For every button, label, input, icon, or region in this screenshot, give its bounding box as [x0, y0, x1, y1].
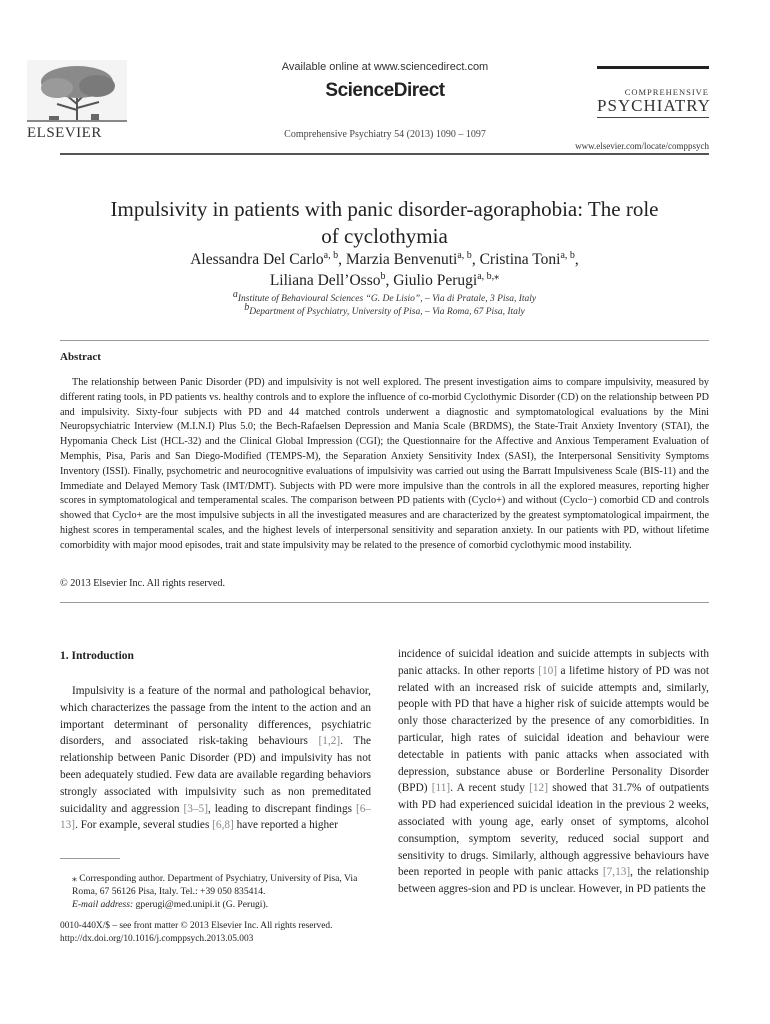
author-affil[interactable]: b: [380, 270, 386, 282]
affil-text: Institute of Behavioural Sciences “G. De Lisio”, – Via di Pratale, 3 Pisa, Italy: [237, 294, 537, 304]
body-text: showed that 31.7% of outpatients with PD had experienced suicidal ideation in the previous 2 weeks, associated with young age, early onset of symptoms, alcohol consumption, symptom severity, reduced social support and sensitivity to drugs. Similarly, although aggressive behaviours have been reported in people with panic attacks: [398, 782, 709, 879]
title-line-2: of cyclothymia: [321, 224, 448, 248]
title-line-1: Impulsivity in patients with panic disorder-agoraphobia: The role: [110, 197, 659, 221]
intro-left-column: [60, 683, 371, 834]
abstract-bottom-divider: [60, 602, 709, 603]
footnote-author: ⁎ Corresponding author. Department of Psychiatry, University of Pisa, Via Roma, 67 56126 Pisa, Italy. Tel.: +39 050 835414.: [72, 873, 358, 897]
journal-logo-top: COMPREHENSIVE: [624, 87, 709, 97]
body-text: . A recent study: [450, 782, 530, 795]
citation-link[interactable]: [7,13]: [602, 866, 631, 879]
publisher-name: ELSEVIER: [27, 125, 102, 141]
journal-logo-rule: [597, 66, 709, 69]
body-text: have reported a higher: [233, 819, 338, 832]
section-heading-introduction: 1. Introduction: [60, 650, 134, 662]
author-name[interactable]: Liliana Dell’Osso: [269, 272, 381, 289]
body-text: . The relationship between Panic Disorder (PD) and impulsivity has not been adequately studied. Few data are available regarding behaviors strongly associated with impulsivity such as non premeditated suicidality and aggression: [60, 735, 371, 815]
affil-marker: a: [232, 288, 238, 300]
author-list: [60, 249, 709, 291]
body-text: a lifetime history of PD was not related with an increased risk of suicide attempts and, similarly, people with PD that have a higher risk of suicide attempts would be only those characterized by the presence of any comorbidities. In particular, high rates of suicidal ideation and behaviour were detectable in patients with panic attacks when associated with depression, substance abuse or Borderline Personality Disorder (BPD): [398, 664, 709, 795]
author-name[interactable]: Giulio Perugi: [393, 272, 478, 289]
citation-link[interactable]: [3–5]: [183, 802, 208, 815]
body-text: , leading to discrepant findings: [207, 802, 356, 815]
journal-reference: Comprehensive Psychiatry 54 (2013) 1090 – 1097: [284, 129, 486, 140]
author-name[interactable]: Alessandra Del Carlo: [190, 251, 324, 268]
email-label: E-mail address:: [72, 899, 134, 910]
citation-link[interactable]: [6,8]: [212, 819, 234, 832]
author-sep: ,: [385, 272, 394, 289]
affiliation-b: [60, 301, 709, 319]
authors-line-2: [60, 270, 709, 291]
body-text: , the relationship between aggres-sion and PD is unclear. However, in PD patients the: [398, 866, 709, 896]
author-sep: ,: [471, 251, 480, 268]
citation-link[interactable]: [12]: [529, 782, 548, 795]
citation-link[interactable]: [1,2]: [318, 735, 341, 748]
issn-block: [60, 920, 380, 945]
journal-logo-main: PSYCHIATRY: [597, 96, 711, 115]
authors-line-1: [60, 249, 709, 270]
journal-url-link[interactable]: www.elsevier.com/locate/comppsych: [575, 141, 709, 151]
body-text: incidence of suicidal ideation and suicide attempts in subjects with panic attacks. In other reports: [398, 648, 709, 677]
abstract-copyright: © 2013 Elsevier Inc. All rights reserved.: [60, 578, 226, 589]
affiliation-a: [60, 288, 709, 306]
citation-link[interactable]: [10]: [538, 664, 558, 677]
citation-link[interactable]: [11]: [431, 782, 451, 795]
body-text: Impulsivity is a feature of the normal and pathological behavior, which characterizes the passage from the intent to the action and an important determinant of personality differences, psychiatric disorders, and associated risk-taking behaviours: [60, 685, 371, 748]
author-sep: ,: [574, 251, 579, 268]
abstract-text: The relationship between Panic Disorder (PD) and impulsivity is not well explored. The present investigation aims to compare impulsivity, measured by different rating tools, in PD patients vs. healthy controls and to explore the influence of co-morbid Cyclothymic Disorder (CD) on the relationship between PD and impulsivity. Sixty-four subjects with PD and 44 matched controls underwent a diagnostic and symptomatological evaluations by the Mini Neuropsychiatric Interview (M.I.N.I) Plus 5.0; the Bech-Rafaelsen Depression and Mania Scale (BRDMS), the State-Trait Anxiety Inventory (STAI), the Hypomania Check List (HCL-32) and the Clinical Global Impression (CGI); the Questionnaire for the Affective and Anxious Temperament Evaluation of Memphis, Pisa, Paris and San Diego-Modified (TEMPS-M), the Separation Anxiety Sensitivity Index (SASI), the Interpersonal Sensitivity Symptoms Inventory (ISSI). Finally, psychometric and neurocognitive evaluations of impulsivity was carried out using the Barratt Impulsiveness Scale (BIS-11) and the Immediate and Delayed Memory Task (IMT/DMT). Subjects with PD were more impulsive than the controls in all the explored measures, reporting higher scores in symptomatological and temperamental scales. The comparison between PD patients with (Cyclo+) and without (Cyclo−) comorbid CD and controls showed that Cyclo+ are the most impulsive subjects in all the investigated measures and are characterized by the greatest symptomatological impairment, the highest scores in temperamental scales, and the highest levels of interpersonal sensitivity and separation anxiety. In our patients with PD, without lifetime comorbidity with major mood episodes, trait and state impulsivity may be related to the presence of comorbid cyclothymic mood instability.: [60, 377, 709, 551]
email-link[interactable]: gperugi@med.unipi.it (G. Perugi).: [133, 899, 269, 910]
author-name[interactable]: Cristina Toni: [479, 251, 561, 268]
author-affil[interactable]: a, b: [457, 249, 472, 261]
front-matter-line: 0010-440X/$ – see front matter © 2013 Elsevier Inc. All rights reserved.: [60, 921, 333, 931]
affil-text: Department of Psychiatry, University of Pisa, – Via Roma, 67 Pisa, Italy: [249, 307, 525, 317]
footnote-email: [60, 898, 371, 911]
affil-marker: b: [244, 301, 250, 313]
doi-link[interactable]: http://dx.doi.org/10.1016/j.comppsych.2013.05.003: [60, 933, 254, 944]
available-online-link[interactable]: Available online at www.sciencedirect.com: [281, 61, 489, 73]
header-divider: [60, 153, 709, 155]
author-affil[interactable]: a, b,⁎: [477, 270, 500, 282]
sciencedirect-logo: ScienceDirect: [325, 80, 445, 101]
author-name[interactable]: Marzia Benvenuti: [345, 251, 458, 268]
abstract-heading: Abstract: [60, 351, 101, 363]
corresponding-author-footnote: [60, 872, 371, 911]
author-sep: ,: [338, 251, 346, 268]
intro-right-column: [398, 646, 709, 898]
author-affil[interactable]: a, b: [323, 249, 339, 261]
abstract-top-divider: [60, 340, 709, 341]
citation-link[interactable]: [6–13]: [60, 802, 371, 832]
footnote-rule: [60, 858, 120, 859]
body-text: . For example, several studies: [75, 819, 213, 832]
author-affil[interactable]: a, b: [560, 249, 575, 261]
journal-logo-underline: [597, 117, 709, 118]
article-title: [60, 196, 709, 250]
affiliations: [60, 288, 709, 319]
